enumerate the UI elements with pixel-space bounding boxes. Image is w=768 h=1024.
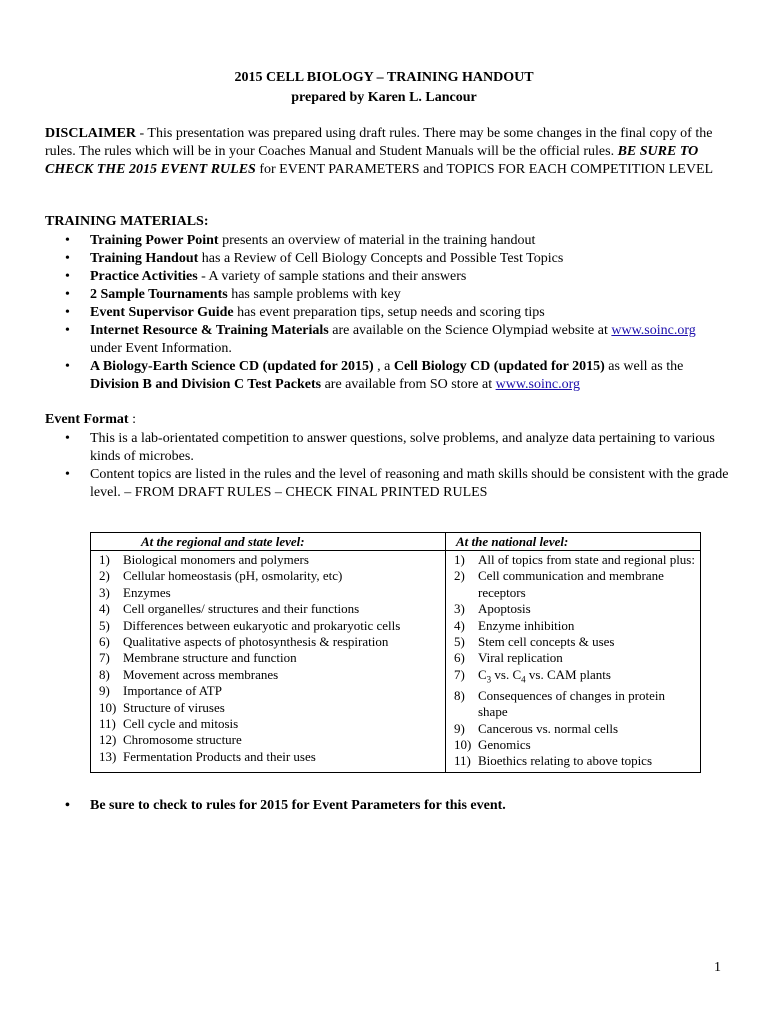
topic-number: 5) xyxy=(454,634,465,650)
topic-text: vs. CAM plants xyxy=(525,666,611,682)
table-topic-item xyxy=(95,683,441,699)
topic-text: Movement across membranes xyxy=(123,666,279,682)
table-topic-item xyxy=(95,667,441,683)
topic-number: 9) xyxy=(99,683,110,699)
table-topic-item xyxy=(95,618,441,634)
list-item xyxy=(45,797,730,815)
topic-text: Viral replication xyxy=(478,650,563,666)
topic-number: 1) xyxy=(454,552,465,567)
regional-state-cell xyxy=(91,551,446,773)
national-topics xyxy=(450,552,696,770)
topic-text: Fermentation Products and their uses xyxy=(123,748,316,764)
list-item xyxy=(45,232,730,250)
table-topic-item xyxy=(450,601,696,617)
topic-number: 13) xyxy=(99,748,117,764)
topic-text: Bioethics relating to above topics xyxy=(478,753,653,769)
topic-text: Qualitative aspects of photosynthesis & respiration xyxy=(123,634,389,650)
table-topic-item xyxy=(95,552,441,568)
bullet-icon: • xyxy=(65,467,70,482)
topic-text: Cellular homeostasis (pH, osmolarity, etc) xyxy=(123,568,343,584)
event-format-list xyxy=(45,430,730,502)
bullet-icon: • xyxy=(65,233,70,248)
topic-text: Structure of viruses xyxy=(123,699,225,715)
topic-number: 4) xyxy=(99,601,110,617)
topic-text: C xyxy=(478,666,487,682)
table-topic-item xyxy=(450,634,696,650)
bullet-icon: • xyxy=(65,431,70,446)
topic-text: Cell cycle and mitosis xyxy=(123,716,239,732)
topic-number: 9) xyxy=(454,720,465,736)
table-topic-item xyxy=(450,552,696,568)
topic-text: Consequences of changes in protein shape xyxy=(478,687,666,720)
topic-number: 11) xyxy=(454,753,471,769)
topic-number: 12) xyxy=(99,732,117,748)
document-subtitle: prepared by Karen L. Lancour xyxy=(291,90,477,105)
topic-text: Differences between eukaryotic and prokaryotic cells xyxy=(123,617,401,633)
topic-number: 10) xyxy=(454,737,472,753)
final-note-list xyxy=(45,797,730,815)
item-text: has sample problems with key xyxy=(227,287,401,302)
table-topic-item xyxy=(450,721,696,737)
topic-number: 1) xyxy=(99,552,110,567)
table-topic-item xyxy=(95,716,441,732)
item-bold: Event Supervisor Guide xyxy=(90,305,234,320)
national-cell xyxy=(446,551,701,773)
table-topic-item xyxy=(95,568,441,584)
topic-number: 6) xyxy=(454,650,465,666)
topics-table xyxy=(90,532,701,773)
list-item xyxy=(45,268,730,286)
table-topic-item xyxy=(95,732,441,748)
document-title: 2015 CELL BIOLOGY – TRAINING HANDOUT xyxy=(234,70,534,85)
topic-text: Genomics xyxy=(478,737,531,753)
topic-number: 5) xyxy=(99,617,110,633)
table-topic-item xyxy=(450,618,696,634)
page-number: 1 xyxy=(714,960,721,975)
item-text: under Event Information. xyxy=(90,341,232,356)
item-text: are available on the Science Olympiad website at xyxy=(328,323,612,338)
topic-number: 8) xyxy=(99,666,110,682)
item-bold: A Biology-Earth Science CD (updated for 2015) xyxy=(90,359,374,374)
item-bold: 2 Sample Tournaments xyxy=(90,287,228,302)
disclaimer-label: DISCLAIMER xyxy=(45,126,137,141)
topic-text: Biological monomers and polymers xyxy=(123,552,309,567)
topic-number: 2) xyxy=(454,568,465,584)
topic-text: vs. C xyxy=(491,666,522,682)
training-materials-list xyxy=(45,232,730,394)
topic-text: Cell communication and membrane receptors xyxy=(478,568,664,600)
disclaimer-text-1: - This presentation was prepared using draft rules. There may be some changes in the final copy of the rules. The rules which will be in your Coaches Manual and Student Manuals will be the official rules. xyxy=(45,126,713,159)
topic-subscript: 4 xyxy=(521,674,526,685)
topic-number: 3) xyxy=(454,601,465,617)
table-topic-item xyxy=(95,650,441,666)
table-topic-item xyxy=(450,753,696,769)
item-text: has a Review of Cell Biology Concepts and Possible Test Topics xyxy=(198,251,564,266)
bullet-icon: • xyxy=(65,287,70,302)
topic-text: All of topics from state and regional plus: xyxy=(478,552,695,567)
event-format-heading xyxy=(45,412,136,428)
table-topic-item xyxy=(450,650,696,666)
item-text: are available from SO store at xyxy=(321,377,496,392)
soinc-link[interactable]: www.soinc.org xyxy=(611,323,696,338)
table-topic-item xyxy=(95,601,441,617)
table-header-row xyxy=(91,533,701,551)
bullet-icon: • xyxy=(65,323,70,338)
topic-number: 11) xyxy=(99,716,116,732)
regional-state-header: At the regional and state level: xyxy=(91,533,446,551)
bullet-icon: • xyxy=(65,251,70,266)
national-header: At the national level: xyxy=(446,533,701,551)
table-topic-item xyxy=(450,737,696,753)
topic-number: 7) xyxy=(99,650,110,666)
topic-text: Importance of ATP xyxy=(123,683,222,699)
topic-text: Enzymes xyxy=(123,584,171,600)
training-materials-heading: TRAINING MATERIALS: xyxy=(45,214,209,229)
topic-text: Chromosome structure xyxy=(123,732,242,748)
disclaimer-paragraph xyxy=(45,125,725,179)
bullet-icon: • xyxy=(65,305,70,320)
table-topic-item xyxy=(450,688,696,721)
final-note: Be sure to check to rules for 2015 for Event Parameters for this event. xyxy=(90,798,506,813)
list-item xyxy=(45,250,730,268)
list-item xyxy=(45,430,730,466)
disclaimer-text-2: for EVENT PARAMETERS and TOPICS FOR EACH COMPETITION LEVEL xyxy=(255,162,714,177)
topic-text: Cancerous vs. normal cells xyxy=(478,720,619,736)
table-topic-item xyxy=(450,568,696,601)
event-format-label: Event Format xyxy=(45,412,129,427)
topic-text: Stem cell concepts & uses xyxy=(478,634,615,650)
bullet-icon: • xyxy=(65,798,70,813)
table-topic-item xyxy=(95,700,441,716)
topic-number: 2) xyxy=(99,568,110,584)
topic-text: Enzyme inhibition xyxy=(478,617,575,633)
soinc-store-link[interactable]: www.soinc.org xyxy=(495,377,580,392)
item-bold: Division B and Division C Test Packets xyxy=(90,377,322,392)
topic-text: Apoptosis xyxy=(478,601,531,617)
topic-number: 10) xyxy=(99,699,117,715)
table-topic-item xyxy=(95,749,441,765)
item-text: as well as the xyxy=(604,359,684,374)
list-item xyxy=(45,304,730,322)
event-format-colon: : xyxy=(128,412,136,427)
table-topic-item xyxy=(95,585,441,601)
topic-number: 4) xyxy=(454,617,465,633)
regional-state-topics xyxy=(95,552,441,765)
list-item xyxy=(45,466,730,502)
item-text: Content topics are listed in the rules and the level of reasoning and math skills should be consistent with the grade level. – FROM DRAFT RULES – CHECK FINAL PRINTED RULES xyxy=(90,467,729,500)
table-topic-item xyxy=(95,634,441,650)
topic-text: Cell organelles/ structures and their functions xyxy=(123,601,360,617)
item-text: - A variety of sample stations and their answers xyxy=(197,269,467,284)
item-text: has event preparation tips, setup needs and scoring tips xyxy=(233,305,545,320)
item-text: , a xyxy=(373,359,394,374)
topic-text: Membrane structure and function xyxy=(123,650,297,666)
disclaimer-emphasis: BE SURE TO CHECK THE 2015 EVENT RULES xyxy=(45,144,699,177)
list-item xyxy=(45,322,730,358)
item-bold: Internet Resource & Training Materials xyxy=(90,323,329,338)
list-item xyxy=(45,286,730,304)
item-bold: Training Power Point xyxy=(90,233,219,248)
topic-subscript: 3 xyxy=(486,674,492,685)
topic-number: 7) xyxy=(454,666,465,682)
item-bold: Practice Activities xyxy=(90,269,198,284)
topic-number: 3) xyxy=(99,584,110,600)
item-text: presents an overview of material in the training handout xyxy=(218,233,536,248)
bullet-icon: • xyxy=(65,269,70,284)
list-item xyxy=(45,358,730,394)
item-bold: Training Handout xyxy=(90,251,199,266)
topic-number: 6) xyxy=(99,634,110,650)
bullet-icon: • xyxy=(65,359,70,374)
topic-number: 8) xyxy=(454,687,465,703)
table-topic-item xyxy=(450,667,696,688)
item-text: This is a lab-orientated competition to answer questions, solve problems, and analyze data pertaining to various kinds of microbes. xyxy=(90,431,715,464)
item-bold: Cell Biology CD (updated for 2015) xyxy=(393,359,605,374)
table-row xyxy=(91,551,701,773)
